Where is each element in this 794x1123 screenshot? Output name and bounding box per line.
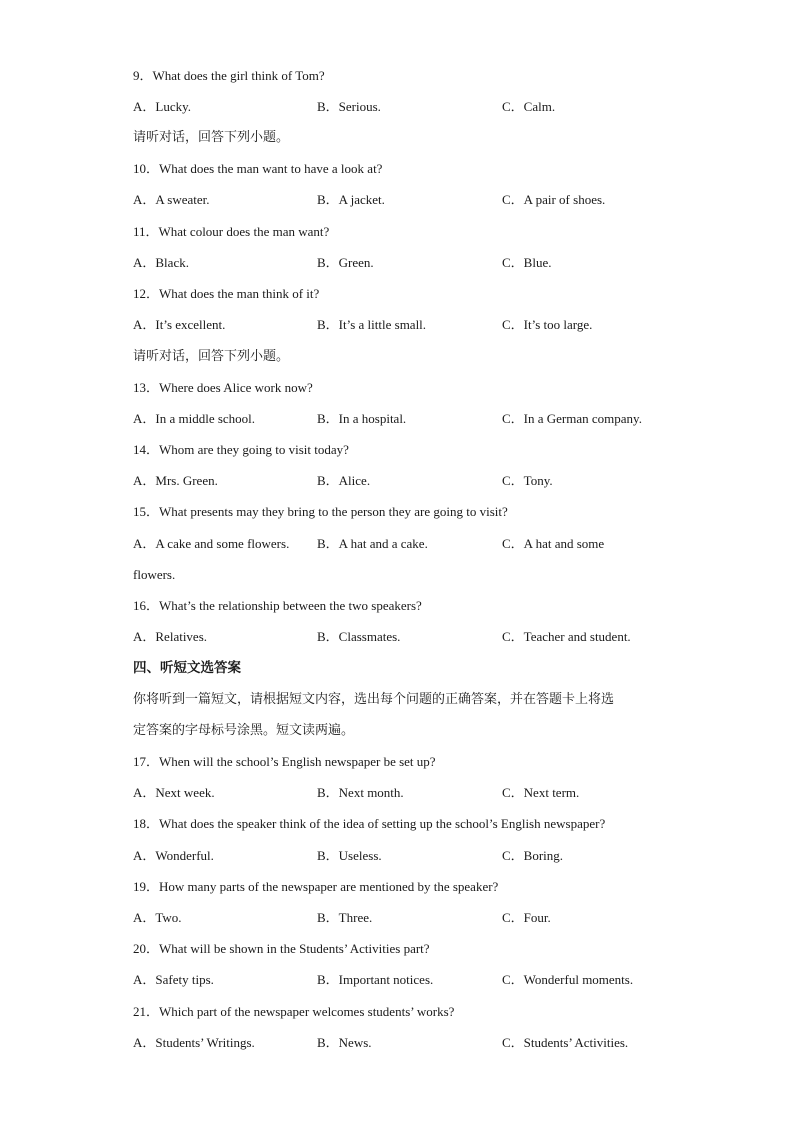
question-17: 17．When will the school’s English newspaper be set up?	[133, 754, 436, 769]
question-16: 16．What’s the relationship between the two speakers?	[133, 598, 422, 613]
question-20: 20．What will be shown in the Students’ Activities part?	[133, 941, 430, 956]
question-10: 10．What does the man want to have a look at?	[133, 161, 383, 176]
option-17a: A．Next week.	[133, 785, 215, 800]
question-12: 12．What does the man think of it?	[133, 286, 320, 301]
question-15: 15．What presents may they bring to the person they are going to visit?	[133, 504, 508, 519]
option-19a: A．Two.	[133, 910, 182, 925]
option-19b: B．Three.	[317, 910, 373, 925]
option-13a: A．In a middle school.	[133, 411, 256, 426]
option-14c: C．Tony.	[502, 473, 553, 488]
option-12a: A．It’s excellent.	[133, 317, 226, 332]
option-13c: C．In a German company.	[502, 411, 642, 426]
option-21c: C．Students’ Activities.	[502, 1035, 629, 1050]
question-14: 14．Whom are they going to visit today?	[133, 442, 349, 457]
option-20b: B．Important notices.	[317, 972, 434, 987]
option-15a: A．A cake and some flowers.	[133, 536, 290, 551]
section-instruction-continued: 定答案的字母标号涂黑。短文读两遍。	[133, 723, 355, 738]
option-14a: A．Mrs. Green.	[133, 473, 218, 488]
option-9c: C．Calm.	[502, 99, 556, 114]
option-15c: C．A hat and some	[502, 536, 605, 551]
instruction-dialogue: 请听对话，回答下列小题。	[133, 130, 290, 145]
instruction-dialogue: 请听对话，回答下列小题。	[133, 349, 290, 364]
option-9b: B．Serious.	[317, 99, 381, 114]
question-9: 9．What does the girl think of Tom?	[133, 68, 325, 83]
section-instruction: 你将听到一篇短文，请根据短文内容，选出每个问题的正确答案，并在答题卡上将选	[133, 692, 615, 707]
question-13: 13．Where does Alice work now?	[133, 380, 313, 395]
option-19c: C．Four.	[502, 910, 551, 925]
option-18c: C．Boring.	[502, 848, 564, 863]
question-19: 19．How many parts of the newspaper are mentioned by the speaker?	[133, 879, 499, 894]
option-16b: B．Classmates.	[317, 629, 401, 644]
option-16a: A．Relatives.	[133, 629, 208, 644]
option-21a: A．Students’ Writings.	[133, 1035, 255, 1050]
option-15c-continued: flowers.	[133, 567, 176, 582]
option-12b: B．It’s a little small.	[317, 317, 427, 332]
question-21: 21．Which part of the newspaper welcomes students’ works?	[133, 1004, 455, 1019]
option-18a: A．Wonderful.	[133, 848, 214, 863]
option-17b: B．Next month.	[317, 785, 404, 800]
option-12c: C．It’s too large.	[502, 317, 593, 332]
question-18: 18．What does the speaker think of the idea of setting up the school’s English newspaper?	[133, 816, 606, 831]
option-20c: C．Wonderful moments.	[502, 972, 634, 987]
option-10c: C．A pair of shoes.	[502, 192, 606, 207]
option-11c: C．Blue.	[502, 255, 552, 270]
option-14b: B．Alice.	[317, 473, 371, 488]
option-15b: B．A hat and a cake.	[317, 536, 428, 551]
question-11: 11．What colour does the man want?	[133, 224, 330, 239]
option-16c: C．Teacher and student.	[502, 629, 631, 644]
section-heading: 四、听短文选答案	[133, 660, 241, 676]
option-21b: B．News.	[317, 1035, 372, 1050]
option-20a: A．Safety tips.	[133, 972, 214, 987]
option-18b: B．Useless.	[317, 848, 382, 863]
option-17c: C．Next term.	[502, 785, 580, 800]
option-11a: A．Black.	[133, 255, 189, 270]
option-13b: B．In a hospital.	[317, 411, 407, 426]
option-10b: B．A jacket.	[317, 192, 385, 207]
option-11b: B．Green.	[317, 255, 374, 270]
option-10a: A．A sweater.	[133, 192, 210, 207]
option-9a: A．Lucky.	[133, 99, 192, 114]
